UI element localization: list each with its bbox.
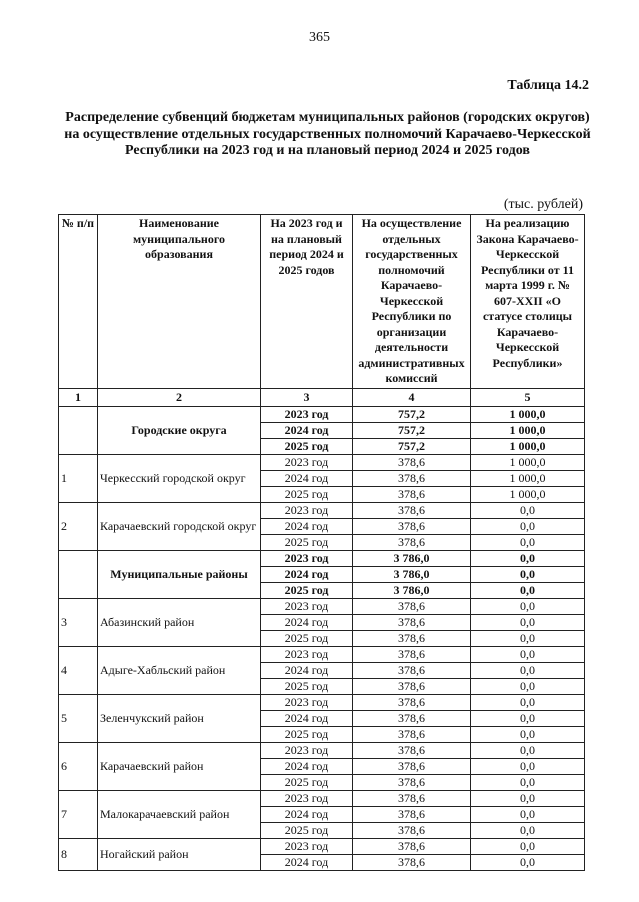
row-number: 1	[59, 455, 98, 503]
capital-status-value: 0,0	[471, 535, 585, 551]
admin-commissions-value: 378,6	[353, 663, 471, 679]
capital-status-value: 0,0	[471, 727, 585, 743]
capital-status-value: 0,0	[471, 519, 585, 535]
admin-commissions-value: 378,6	[353, 839, 471, 855]
admin-commissions-value: 757,2	[353, 407, 471, 423]
row-number: 5	[59, 695, 98, 743]
header-capital-status-law: На реализацию Закона Карачаево-Черкесской Республики от 11 марта 1999 г. № 607-XXII «О статусе столицы Карачаево-Черкесской Республики»	[471, 215, 585, 389]
admin-commissions-value: 378,6	[353, 855, 471, 871]
column-number: 5	[471, 388, 585, 407]
period-cell: 2024 год	[261, 807, 353, 823]
period-cell: 2024 год	[261, 615, 353, 631]
admin-commissions-value: 378,6	[353, 503, 471, 519]
municipality-name: Абазинский район	[98, 599, 261, 647]
capital-status-value: 1 000,0	[471, 423, 585, 439]
admin-commissions-value: 378,6	[353, 759, 471, 775]
capital-status-value: 0,0	[471, 743, 585, 759]
admin-commissions-value: 378,6	[353, 711, 471, 727]
admin-commissions-value: 378,6	[353, 807, 471, 823]
column-number: 3	[261, 388, 353, 407]
period-cell: 2025 год	[261, 631, 353, 647]
capital-status-value: 0,0	[471, 823, 585, 839]
header-municipality: Наименование муниципального образования	[98, 215, 261, 389]
period-cell: 2023 год	[261, 695, 353, 711]
capital-status-value: 0,0	[471, 679, 585, 695]
header-admin-commissions: На осуществление отдельных государственных полномочий Карачаево-Черкесской Республики по организации деятельности административных комиссий	[353, 215, 471, 389]
capital-status-value: 1 000,0	[471, 455, 585, 471]
period-cell: 2025 год	[261, 487, 353, 503]
period-cell: 2025 год	[261, 727, 353, 743]
admin-commissions-value: 378,6	[353, 647, 471, 663]
period-cell: 2023 год	[261, 455, 353, 471]
period-cell: 2025 год	[261, 823, 353, 839]
admin-commissions-value: 378,6	[353, 487, 471, 503]
row-number	[59, 551, 98, 599]
row-number: 4	[59, 647, 98, 695]
capital-status-value: 0,0	[471, 807, 585, 823]
admin-commissions-value: 378,6	[353, 599, 471, 615]
row-number: 8	[59, 839, 98, 871]
period-cell: 2025 год	[261, 535, 353, 551]
capital-status-value: 0,0	[471, 855, 585, 871]
municipality-name: Адыге-Хабльский район	[98, 647, 261, 695]
row-number: 6	[59, 743, 98, 791]
period-cell: 2023 год	[261, 791, 353, 807]
admin-commissions-value: 378,6	[353, 615, 471, 631]
table-row	[59, 839, 585, 855]
capital-status-value: 0,0	[471, 695, 585, 711]
period-cell: 2024 год	[261, 423, 353, 439]
table-row	[59, 599, 585, 615]
admin-commissions-value: 378,6	[353, 679, 471, 695]
period-cell: 2024 год	[261, 855, 353, 871]
period-cell: 2025 год	[261, 775, 353, 791]
municipality-name: Черкесский городской округ	[98, 455, 261, 503]
admin-commissions-value: 757,2	[353, 423, 471, 439]
table-body	[59, 407, 585, 871]
admin-commissions-value: 378,6	[353, 455, 471, 471]
municipality-name: Ногайский район	[98, 839, 261, 871]
period-cell: 2023 год	[261, 599, 353, 615]
admin-commissions-value: 378,6	[353, 743, 471, 759]
table-header-row	[59, 215, 585, 389]
column-number: 2	[98, 388, 261, 407]
period-cell: 2023 год	[261, 743, 353, 759]
table-row	[59, 455, 585, 471]
period-cell: 2023 год	[261, 551, 353, 567]
capital-status-value: 1 000,0	[471, 487, 585, 503]
header-number: № п/п	[59, 215, 98, 389]
admin-commissions-value: 378,6	[353, 631, 471, 647]
period-cell: 2024 год	[261, 663, 353, 679]
table-row	[59, 695, 585, 711]
row-number	[59, 407, 98, 455]
admin-commissions-value: 378,6	[353, 535, 471, 551]
table-label: Таблица 14.2	[507, 78, 589, 93]
capital-status-value: 1 000,0	[471, 439, 585, 455]
capital-status-value: 1 000,0	[471, 471, 585, 487]
admin-commissions-value: 378,6	[353, 695, 471, 711]
column-number: 4	[353, 388, 471, 407]
capital-status-value: 0,0	[471, 583, 585, 599]
period-cell: 2023 год	[261, 647, 353, 663]
admin-commissions-value: 378,6	[353, 727, 471, 743]
period-cell: 2025 год	[261, 583, 353, 599]
capital-status-value: 0,0	[471, 503, 585, 519]
row-number: 7	[59, 791, 98, 839]
page-number: 365	[309, 30, 330, 45]
table-row	[59, 551, 585, 567]
period-cell: 2025 год	[261, 439, 353, 455]
period-cell: 2023 год	[261, 839, 353, 855]
capital-status-value: 0,0	[471, 663, 585, 679]
admin-commissions-value: 378,6	[353, 519, 471, 535]
column-number-row	[59, 388, 585, 407]
capital-status-value: 0,0	[471, 567, 585, 583]
municipality-name: Карачаевский район	[98, 743, 261, 791]
admin-commissions-value: 378,6	[353, 791, 471, 807]
header-period: На 2023 год и на плановый период 2024 и 2025 годов	[261, 215, 353, 389]
capital-status-value: 0,0	[471, 551, 585, 567]
capital-status-value: 0,0	[471, 631, 585, 647]
table-row	[59, 743, 585, 759]
table-row	[59, 647, 585, 663]
admin-commissions-value: 378,6	[353, 471, 471, 487]
table-row	[59, 407, 585, 423]
document-title: Распределение субвенций бюджетам муниципальных районов (городских округов) на осуществление отдельных государственных полномочий Карачаево-Черкесской Республики на 2023 год и на плановый период 2024 и 2025 годов	[64, 110, 591, 158]
capital-status-value: 0,0	[471, 615, 585, 631]
capital-status-value: 0,0	[471, 791, 585, 807]
period-cell: 2025 год	[261, 679, 353, 695]
admin-commissions-value: 378,6	[353, 823, 471, 839]
capital-status-value: 0,0	[471, 711, 585, 727]
capital-status-value: 0,0	[471, 599, 585, 615]
municipality-name: Карачаевский городской округ	[98, 503, 261, 551]
period-cell: 2024 год	[261, 759, 353, 775]
admin-commissions-value: 3 786,0	[353, 567, 471, 583]
period-cell: 2024 год	[261, 471, 353, 487]
municipality-name: Муниципальные районы	[98, 551, 261, 599]
period-cell: 2024 год	[261, 711, 353, 727]
admin-commissions-value: 757,2	[353, 439, 471, 455]
period-cell: 2024 год	[261, 567, 353, 583]
period-cell: 2023 год	[261, 503, 353, 519]
table-row	[59, 791, 585, 807]
period-cell: 2023 год	[261, 407, 353, 423]
row-number: 2	[59, 503, 98, 551]
period-cell: 2024 год	[261, 519, 353, 535]
units-label: (тыс. рублей)	[503, 197, 583, 212]
admin-commissions-value: 3 786,0	[353, 583, 471, 599]
capital-status-value: 0,0	[471, 775, 585, 791]
subventions-table	[58, 214, 585, 871]
capital-status-value: 0,0	[471, 839, 585, 855]
admin-commissions-value: 3 786,0	[353, 551, 471, 567]
municipality-name: Малокарачаевский район	[98, 791, 261, 839]
table-row	[59, 503, 585, 519]
row-number: 3	[59, 599, 98, 647]
capital-status-value: 0,0	[471, 647, 585, 663]
municipality-name: Городские округа	[98, 407, 261, 455]
municipality-name: Зеленчукский район	[98, 695, 261, 743]
capital-status-value: 1 000,0	[471, 407, 585, 423]
admin-commissions-value: 378,6	[353, 775, 471, 791]
column-number: 1	[59, 388, 98, 407]
capital-status-value: 0,0	[471, 759, 585, 775]
